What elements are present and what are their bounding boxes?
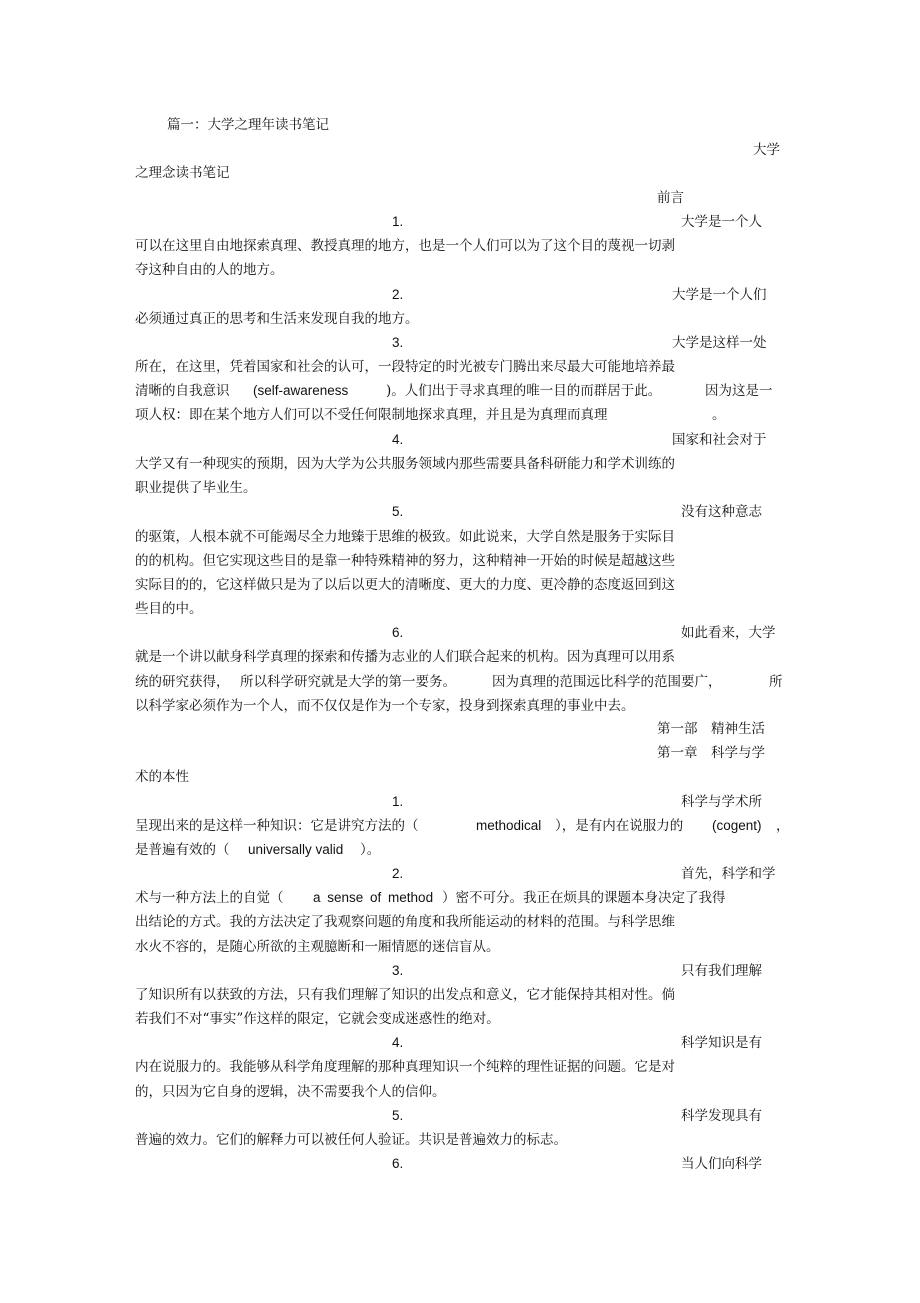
paragraph-line: 实际目的的，它这样做只是为了以后以更大的清晰度、更大的力度、更冷静的态度返回到这 xyxy=(135,577,675,593)
paragraph-lead: 没有这种意志 xyxy=(681,504,762,520)
paragraph-line: 必须通过真正的思考和生活来发现自我的地方。 xyxy=(135,311,419,327)
paragraph-line: 的驱策，人根本就不可能竭尽全力地臻于思维的极致。如此说来，大学自然是服务于实际目 xyxy=(135,529,675,545)
paragraph-line: )。人们出于寻求真理的唯一目的而群居于此。 xyxy=(386,383,662,399)
paragraph-line: 因为这是一 xyxy=(705,383,773,399)
item-number: 4. xyxy=(392,1035,404,1050)
paragraph-line: 呈现出来的是这样一种知识：它是讲究方法的（ xyxy=(135,818,419,834)
paragraph-line: 可以在这里自由地探索真理、教授真理的地方，也是一个人们可以为了这个目的蔑视一切剥 xyxy=(135,238,675,254)
paragraph-lead: 大学是一个人们 xyxy=(672,287,767,303)
paragraph-line: 所以科学研究就是大学的第一要务。 xyxy=(240,674,456,690)
paragraph-lead: 首先，科学和学 xyxy=(681,866,776,882)
english-term: methodical xyxy=(476,818,542,833)
preface-heading: 前言 xyxy=(657,190,684,206)
paragraph-line: 所在，在这里，凭着国家和社会的认可，一段特定的时光被专门腾出来尽最大可能地培养最 xyxy=(135,359,675,375)
paragraph-line: 水火不容的，是随心所欲的主观臆断和一厢情愿的迷信盲从。 xyxy=(135,939,500,955)
paragraph-line: 大学又有一种现实的预期，因为大学为公共服务领域内那些需要具备科研能力和学术训练的 xyxy=(135,456,675,472)
paragraph-line: 是普遍有效的（ xyxy=(135,842,230,858)
item-number: 2. xyxy=(392,287,404,302)
paragraph-line: 了知识所有以获致的方法，只有我们理解了知识的出发点和意义，它才能保持其相对性。倘 xyxy=(135,987,675,1003)
paragraph-line: 的的机构。但它实现这些目的是靠一种特殊精神的努力，这种精神一开始的时候是超越这些 xyxy=(135,553,675,569)
item-number: 2. xyxy=(392,866,404,881)
part-heading: 第一部 精神生活 xyxy=(657,721,765,737)
subtitle-part-a: 大学 xyxy=(753,142,780,158)
english-term: (self-awareness xyxy=(253,383,349,398)
subtitle-part-b: 之理念读书笔记 xyxy=(135,165,230,181)
paragraph-line: 统的研究获得， xyxy=(135,674,230,690)
english-term: a sense of method xyxy=(313,890,434,905)
paragraph-line: 些目的中。 xyxy=(135,601,203,617)
item-number: 5. xyxy=(392,504,404,519)
item-number: 1. xyxy=(392,214,404,229)
paragraph-lead: 只有我们理解 xyxy=(681,963,762,979)
paragraph-lead: 大学是一个人 xyxy=(681,214,762,230)
paragraph-line: 项人权：即在某个地方人们可以不受任何限制地探求真理，并且是为真理而真理 xyxy=(135,407,608,423)
paragraph-lead: 国家和社会对于 xyxy=(672,432,767,448)
document-title: 篇一：大学之理年读书笔记 xyxy=(167,117,329,133)
item-number: 5. xyxy=(392,1108,404,1123)
english-term: universally valid xyxy=(248,842,344,857)
paragraph-lead: 如此看来，大学 xyxy=(681,625,776,641)
paragraph-line: 若我们不对“事实”作这样的限定，它就会变成迷惑性的绝对。 xyxy=(135,1011,500,1027)
paragraph-line: 的，只因为它自身的逻辑，决不需要我个人的信仰。 xyxy=(135,1084,446,1100)
chapter-heading-b: 术的本性 xyxy=(135,769,189,785)
paragraph-line: ）。 xyxy=(360,842,381,858)
item-number: 3. xyxy=(392,335,404,350)
paragraph-lead: 大学是这样一处 xyxy=(672,335,767,351)
item-number: 6. xyxy=(392,625,404,640)
item-number: 3. xyxy=(392,963,404,978)
paragraph-line: ， xyxy=(776,818,790,834)
paragraph-line: 因为真理的范围远比科学的范围要广， xyxy=(492,674,722,690)
paragraph-line: 内在说服力的。我能够从科学角度理解的那种真理知识一个纯粹的理性证据的问题。它是对 xyxy=(135,1059,675,1075)
paragraph-line: 所 xyxy=(769,674,783,690)
item-number: 6. xyxy=(392,1156,404,1171)
paragraph-line: 普遍的效力。它们的解释力可以被任何人验证。共识是普遍效力的标志。 xyxy=(135,1132,567,1148)
paragraph-lead: 科学发现具有 xyxy=(681,1108,762,1124)
english-term: (cogent) xyxy=(712,818,762,833)
paragraph-line: ），是有内在说服力的 xyxy=(555,818,684,834)
paragraph-line: ）密不可分。我正在烦具的课题本身决定了我得 xyxy=(442,890,726,906)
paragraph-line: 以科学家必须作为一个人，而不仅仅是作为一个专家，投身到探索真理的事业中去。 xyxy=(135,698,635,714)
paragraph-lead: 科学与学术所 xyxy=(681,794,762,810)
paragraph-line: 术与一种方法上的自觉（ xyxy=(135,890,284,906)
paragraph-lead: 当人们向科学 xyxy=(681,1156,762,1172)
paragraph-line: 职业提供了毕业生。 xyxy=(135,480,257,496)
item-number: 4. xyxy=(392,432,404,447)
paragraph-lead: 科学知识是有 xyxy=(681,1035,762,1051)
paragraph-line: 出结论的方式。我的方法决定了我观察问题的角度和我所能运动的材料的范围。与科学思维 xyxy=(135,914,675,930)
paragraph-line: 清晰的自我意识 xyxy=(135,383,230,399)
chapter-heading-a: 第一章 科学与学 xyxy=(657,745,765,761)
paragraph-line: 。 xyxy=(712,407,726,423)
item-number: 1. xyxy=(392,794,404,809)
paragraph-line: 夺这种自由的人的地方。 xyxy=(135,262,284,278)
paragraph-line: 就是一个讲以献身科学真理的探索和传播为志业的人们联合起来的机构。因为真理可以用系 xyxy=(135,649,675,665)
